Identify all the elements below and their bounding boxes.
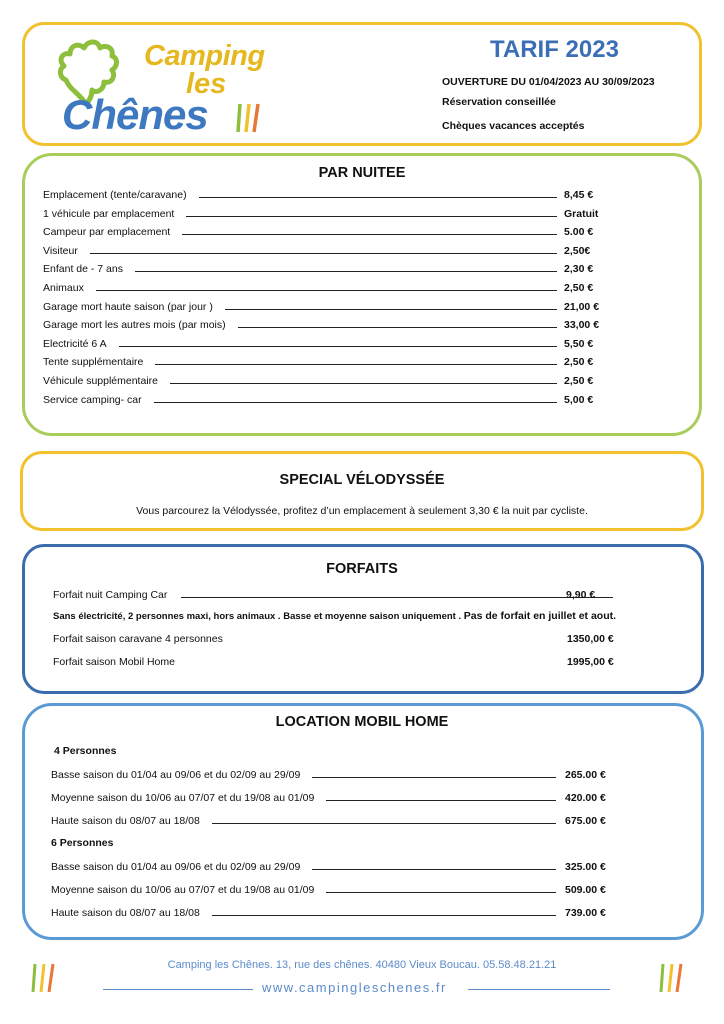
price-row <box>51 884 621 900</box>
row-label: 1 véhicule par emplacement <box>43 207 175 220</box>
price-row <box>43 319 613 335</box>
forfait-note <box>53 610 616 622</box>
opening-dates: OUVERTURE DU 01/04/2023 AU 30/09/2023 <box>442 76 655 88</box>
price-row <box>51 815 621 831</box>
row-price: 21,00 € <box>564 300 600 313</box>
note-text: Sans électricité, 2 personnes maxi, hors animaux . Basse et moyenne saison uniquement . <box>53 611 462 622</box>
footer-website-link[interactable]: www.campingleschenes.fr <box>262 980 447 995</box>
price-row <box>51 907 621 923</box>
row-label: Haute saison du 08/07 au 18/08 <box>51 815 200 827</box>
row-price: 9,90 € <box>566 589 596 601</box>
price-row <box>53 656 623 672</box>
location-title: LOCATION MOBIL HOME <box>275 714 449 730</box>
price-row <box>43 282 613 298</box>
row-price: 5,00 € <box>564 393 594 406</box>
logo-les-text: les <box>186 68 227 100</box>
logo-chenes-text: Chênes <box>62 91 208 138</box>
row-price: 325.00 € <box>565 861 606 873</box>
row-price: 2,30 € <box>564 263 594 276</box>
leader-line <box>212 823 556 824</box>
row-label: Forfait nuit Camping Car <box>53 589 168 601</box>
price-row <box>43 301 613 317</box>
leader-line <box>90 253 557 254</box>
price-row <box>43 394 613 410</box>
group-4-personnes: 4 Personnes <box>54 745 117 757</box>
row-label: Véhicule supplémentaire <box>43 375 158 387</box>
row-price: 2,50 € <box>564 375 594 387</box>
row-label: Forfait saison Mobil Home <box>53 656 175 668</box>
leader-line <box>212 915 556 916</box>
logo-camping-text: Camping <box>144 40 265 72</box>
row-price: 675.00 € <box>565 815 606 827</box>
row-label: Service camping- car <box>43 393 142 406</box>
row-price: 33,00 € <box>564 319 600 332</box>
leader-line <box>181 597 613 598</box>
price-row <box>51 792 621 808</box>
row-label: Basse saison du 01/04 au 09/06 et du 02/09 au 29/09 <box>51 861 301 873</box>
row-label: Enfant de - 7 ans <box>43 263 123 276</box>
row-price: 509.00 € <box>565 884 606 896</box>
price-row <box>43 226 613 242</box>
camping-logo <box>56 34 271 138</box>
row-price: 265.00 € <box>565 769 606 781</box>
velodyssee-box <box>20 451 704 531</box>
row-label: Emplacement (tente/caravane) <box>43 189 187 201</box>
logo-stripes-icon <box>232 100 262 134</box>
price-row <box>43 245 613 261</box>
row-label: Visiteur <box>43 244 78 257</box>
row-label: Animaux <box>43 282 84 294</box>
row-label: Tente supplémentaire <box>43 356 144 369</box>
row-price: 1995,00 € <box>567 656 614 668</box>
leader-line <box>312 869 556 870</box>
leader-line <box>238 327 557 328</box>
leader-line <box>199 197 557 198</box>
leader-line <box>312 777 556 778</box>
footer-address: Camping les Chênes. 13, rue des chênes. 40480 Vieux Boucau. 05.58.48.21.21 <box>167 959 557 971</box>
row-label: Electricité 6 A <box>43 337 107 350</box>
leader-line <box>326 800 556 801</box>
row-label: Campeur par emplacement <box>43 226 171 239</box>
leader-line <box>155 364 557 365</box>
velodyssee-text: Vous parcourez la Vélodyssée, profitez d’un emplacement à seulement 3,30 € la nuit par cycliste. <box>136 505 588 517</box>
price-row <box>43 356 613 372</box>
leader-line <box>154 402 557 403</box>
price-row <box>51 769 621 785</box>
row-label: Garage mort les autres mois (par mois) <box>43 319 226 332</box>
row-price: 8,45 € <box>564 189 594 201</box>
row-label: Garage mort haute saison (par jour ) <box>43 300 213 313</box>
row-price: 5.00 € <box>564 226 594 239</box>
row-price: 5,50 € <box>564 337 594 350</box>
note-strong-text: Pas de forfait en juillet et aout. <box>463 610 617 622</box>
price-row <box>43 263 613 279</box>
row-label: Moyenne saison du 10/06 au 07/07 et du 19/08 au 01/09 <box>51 884 315 896</box>
group-6-personnes: 6 Personnes <box>51 837 114 849</box>
leader-line <box>135 271 557 272</box>
par-nuitee-title: PAR NUITEE <box>318 165 406 181</box>
row-price: 2,50€ <box>564 244 591 257</box>
price-row <box>43 208 613 224</box>
leader-line <box>182 234 557 235</box>
leader-line <box>119 346 557 347</box>
row-price: 2,50 € <box>564 356 594 369</box>
row-label: Basse saison du 01/04 au 09/06 et du 02/09 au 29/09 <box>51 769 301 781</box>
forfaits-title: FORFAITS <box>326 561 398 577</box>
velodyssee-title: SPECIAL VÉLODYSSÉE <box>279 472 445 488</box>
row-label: Moyenne saison du 10/06 au 07/07 et du 19/08 au 01/09 <box>51 792 315 804</box>
row-price: 420.00 € <box>565 792 606 804</box>
row-label: Haute saison du 08/07 au 18/08 <box>51 907 200 919</box>
leader-line <box>225 309 557 310</box>
leader-line <box>326 892 556 893</box>
row-price: 1350,00 € <box>567 633 614 645</box>
leader-line <box>186 216 557 217</box>
footer-divider-left <box>103 989 253 990</box>
row-price: 2,50 € <box>564 282 594 294</box>
price-row <box>53 589 623 605</box>
row-price: 739.00 € <box>565 907 606 919</box>
footer-divider-right <box>468 989 610 990</box>
price-row <box>51 861 621 877</box>
reservation-note: Réservation conseillée <box>442 96 556 108</box>
leader-line <box>96 290 557 291</box>
row-price: Gratuit <box>564 207 599 220</box>
row-label: Forfait saison caravane 4 personnes <box>53 633 223 645</box>
price-row <box>43 338 613 354</box>
cheques-note: Chèques vacances acceptés <box>442 120 585 132</box>
price-row <box>43 189 613 205</box>
leader-line <box>170 383 557 384</box>
price-row <box>53 633 623 649</box>
page-title: TARIF 2023 <box>490 36 619 63</box>
price-row <box>43 375 613 391</box>
